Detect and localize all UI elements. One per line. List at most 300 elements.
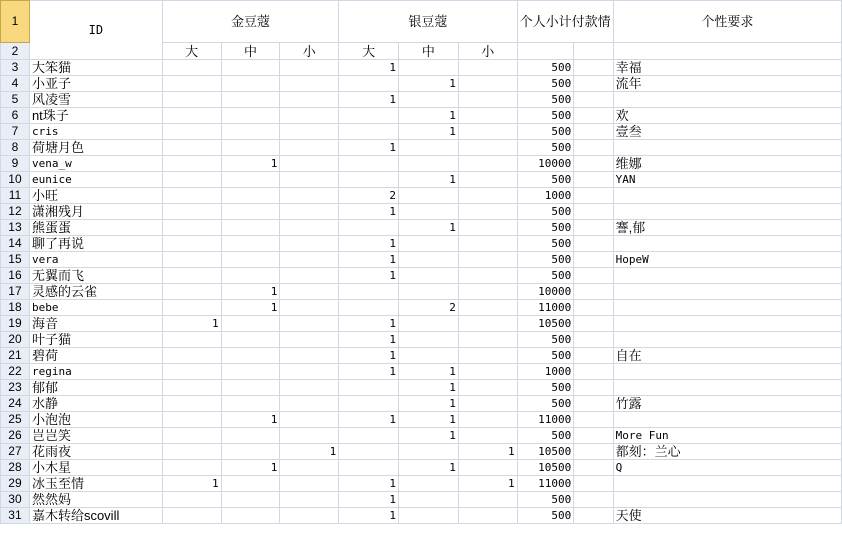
total-cell[interactable]: 500 (517, 220, 574, 236)
gold-mid-cell[interactable] (221, 140, 280, 156)
total-cell[interactable]: 500 (517, 124, 574, 140)
gold-mid-cell[interactable] (221, 252, 280, 268)
row-header[interactable]: 24 (1, 396, 30, 412)
gold-small-cell[interactable] (280, 300, 339, 316)
silver-big-cell[interactable] (339, 108, 399, 124)
total-column-header[interactable]: 个人小计付款情 (517, 1, 613, 43)
gold-small-cell[interactable] (280, 188, 339, 204)
row-header[interactable]: 17 (1, 284, 30, 300)
gold-small-cell[interactable] (280, 220, 339, 236)
empty-cell[interactable] (574, 252, 613, 268)
gold-small-cell[interactable]: 1 (280, 444, 339, 460)
gold-small-cell[interactable] (280, 396, 339, 412)
silver-small-cell[interactable] (458, 204, 517, 220)
silver-mid-cell[interactable] (399, 140, 459, 156)
silver-big-cell[interactable]: 1 (339, 476, 399, 492)
silver-mid-cell[interactable] (399, 348, 459, 364)
total-cell[interactable]: 500 (517, 236, 574, 252)
id-cell[interactable]: 海音 (29, 316, 162, 332)
silver-big-cell[interactable]: 1 (339, 332, 399, 348)
silver-small-cell[interactable] (458, 92, 517, 108)
silver-big-cell[interactable]: 1 (339, 60, 399, 76)
gold-small-cell[interactable] (280, 236, 339, 252)
silver-mid-cell[interactable] (399, 156, 459, 172)
total-subheader-cell-2[interactable] (574, 43, 613, 60)
empty-cell[interactable] (574, 172, 613, 188)
requirement-cell[interactable]: YAN (613, 172, 841, 188)
id-cell[interactable]: 嘉木转给scovill (29, 508, 162, 524)
gold-big-cell[interactable] (162, 204, 221, 220)
id-cell[interactable]: 岂岂笑 (29, 428, 162, 444)
requirement-column-header[interactable]: 个性要求 (613, 1, 841, 43)
requirement-cell[interactable]: 欢 (613, 108, 841, 124)
gold-small-cell[interactable] (280, 316, 339, 332)
silver-small-cell[interactable] (458, 348, 517, 364)
requirement-cell[interactable]: 都刻：兰心 (613, 444, 841, 460)
empty-cell[interactable] (574, 380, 613, 396)
silver-big-cell[interactable] (339, 156, 399, 172)
silver-mid-cell[interactable] (399, 492, 459, 508)
id-cell[interactable]: 然然妈 (29, 492, 162, 508)
silver-small-cell[interactable] (458, 316, 517, 332)
requirement-cell[interactable]: 维娜 (613, 156, 841, 172)
requirement-cell[interactable] (613, 204, 841, 220)
total-cell[interactable]: 500 (517, 172, 574, 188)
requirement-cell[interactable] (613, 268, 841, 284)
gold-big-cell[interactable] (162, 124, 221, 140)
total-cell[interactable]: 500 (517, 348, 574, 364)
gold-small-cell[interactable] (280, 108, 339, 124)
gold-big-cell[interactable] (162, 284, 221, 300)
id-cell[interactable]: 大笨猫 (29, 60, 162, 76)
silver-mid-cell[interactable]: 1 (399, 124, 459, 140)
id-cell[interactable]: 郁郁 (29, 380, 162, 396)
silver-big-cell[interactable]: 1 (339, 412, 399, 428)
silver-small-cell[interactable]: 1 (458, 444, 517, 460)
empty-cell[interactable] (574, 60, 613, 76)
size-header-silver-mid[interactable]: 中 (399, 43, 459, 60)
total-cell[interactable]: 10500 (517, 460, 574, 476)
gold-small-cell[interactable] (280, 268, 339, 284)
empty-cell[interactable] (574, 156, 613, 172)
silver-mid-cell[interactable] (399, 476, 459, 492)
silver-mid-cell[interactable]: 1 (399, 428, 459, 444)
empty-cell[interactable] (574, 508, 613, 524)
gold-small-cell[interactable] (280, 124, 339, 140)
row-header[interactable]: 6 (1, 108, 30, 124)
row-header[interactable]: 26 (1, 428, 30, 444)
gold-big-cell[interactable] (162, 348, 221, 364)
gold-big-cell[interactable] (162, 220, 221, 236)
row-header[interactable]: 16 (1, 268, 30, 284)
silver-mid-cell[interactable]: 1 (399, 460, 459, 476)
silver-big-cell[interactable] (339, 284, 399, 300)
silver-small-cell[interactable] (458, 396, 517, 412)
id-cell[interactable]: 小旺 (29, 188, 162, 204)
gold-mid-cell[interactable] (221, 348, 280, 364)
total-cell[interactable]: 500 (517, 60, 574, 76)
total-cell[interactable]: 500 (517, 108, 574, 124)
silver-mid-cell[interactable]: 1 (399, 108, 459, 124)
gold-mid-cell[interactable]: 1 (221, 460, 280, 476)
silver-big-cell[interactable] (339, 444, 399, 460)
total-cell[interactable]: 500 (517, 380, 574, 396)
row-header[interactable]: 7 (1, 124, 30, 140)
requirement-cell[interactable]: Q (613, 460, 841, 476)
id-cell[interactable]: 灵感的云雀 (29, 284, 162, 300)
silver-big-cell[interactable]: 1 (339, 268, 399, 284)
gold-small-cell[interactable] (280, 492, 339, 508)
silver-big-cell[interactable] (339, 300, 399, 316)
gold-big-cell[interactable] (162, 252, 221, 268)
id-cell[interactable]: 小木星 (29, 460, 162, 476)
size-header-silver-big[interactable]: 大 (339, 43, 399, 60)
requirement-cell[interactable] (613, 476, 841, 492)
gold-mid-cell[interactable]: 1 (221, 412, 280, 428)
total-cell[interactable]: 10500 (517, 444, 574, 460)
requirement-cell[interactable]: 自在 (613, 348, 841, 364)
empty-cell[interactable] (574, 444, 613, 460)
gold-big-cell[interactable] (162, 364, 221, 380)
silver-mid-cell[interactable]: 1 (399, 220, 459, 236)
silver-small-cell[interactable] (458, 380, 517, 396)
silver-small-cell[interactable] (458, 508, 517, 524)
gold-mid-cell[interactable] (221, 60, 280, 76)
empty-cell[interactable] (574, 268, 613, 284)
total-cell[interactable]: 500 (517, 92, 574, 108)
silver-mid-cell[interactable]: 1 (399, 364, 459, 380)
gold-big-cell[interactable] (162, 380, 221, 396)
gold-small-cell[interactable] (280, 252, 339, 268)
empty-cell[interactable] (574, 188, 613, 204)
total-cell[interactable]: 500 (517, 268, 574, 284)
total-cell[interactable]: 11000 (517, 300, 574, 316)
requirement-cell[interactable] (613, 188, 841, 204)
silver-small-cell[interactable] (458, 492, 517, 508)
id-column-header[interactable]: ID (29, 1, 162, 60)
requirement-cell[interactable] (613, 140, 841, 156)
silver-big-cell[interactable] (339, 172, 399, 188)
id-cell[interactable]: 碧荷 (29, 348, 162, 364)
gold-small-cell[interactable] (280, 380, 339, 396)
row-header[interactable]: 14 (1, 236, 30, 252)
row-header[interactable]: 5 (1, 92, 30, 108)
size-header-gold-small[interactable]: 小 (280, 43, 339, 60)
requirement-cell[interactable] (613, 492, 841, 508)
gold-small-cell[interactable] (280, 92, 339, 108)
gold-mid-cell[interactable] (221, 508, 280, 524)
gold-small-cell[interactable] (280, 60, 339, 76)
gold-big-cell[interactable] (162, 92, 221, 108)
row-header[interactable]: 12 (1, 204, 30, 220)
total-cell[interactable]: 10500 (517, 316, 574, 332)
id-cell[interactable]: 风凌雪 (29, 92, 162, 108)
silver-small-cell[interactable] (458, 236, 517, 252)
silver-mid-cell[interactable] (399, 60, 459, 76)
row-header-1[interactable]: 1 (1, 1, 30, 43)
row-header[interactable]: 10 (1, 172, 30, 188)
row-header[interactable]: 27 (1, 444, 30, 460)
silver-big-cell[interactable]: 1 (339, 316, 399, 332)
empty-cell[interactable] (574, 492, 613, 508)
empty-cell[interactable] (574, 124, 613, 140)
silver-big-cell[interactable] (339, 428, 399, 444)
total-cell[interactable]: 500 (517, 140, 574, 156)
id-cell[interactable]: 水静 (29, 396, 162, 412)
gold-mid-cell[interactable] (221, 380, 280, 396)
id-cell[interactable]: 熊蛋蛋 (29, 220, 162, 236)
silver-small-cell[interactable] (458, 172, 517, 188)
row-header[interactable]: 23 (1, 380, 30, 396)
silver-small-cell[interactable] (458, 460, 517, 476)
row-header[interactable]: 25 (1, 412, 30, 428)
silver-group-header[interactable]: 银豆蔻 (339, 1, 517, 43)
silver-small-cell[interactable] (458, 60, 517, 76)
gold-small-cell[interactable] (280, 76, 339, 92)
empty-cell[interactable] (574, 476, 613, 492)
gold-big-cell[interactable] (162, 172, 221, 188)
silver-small-cell[interactable] (458, 76, 517, 92)
gold-mid-cell[interactable] (221, 204, 280, 220)
silver-mid-cell[interactable]: 1 (399, 396, 459, 412)
total-cell[interactable]: 500 (517, 332, 574, 348)
silver-small-cell[interactable] (458, 284, 517, 300)
gold-big-cell[interactable] (162, 412, 221, 428)
requirement-cell[interactable] (613, 364, 841, 380)
gold-small-cell[interactable] (280, 428, 339, 444)
gold-mid-cell[interactable] (221, 124, 280, 140)
gold-big-cell[interactable] (162, 492, 221, 508)
row-header[interactable]: 9 (1, 156, 30, 172)
gold-mid-cell[interactable]: 1 (221, 156, 280, 172)
silver-big-cell[interactable]: 1 (339, 508, 399, 524)
gold-big-cell[interactable]: 1 (162, 316, 221, 332)
silver-big-cell[interactable]: 2 (339, 188, 399, 204)
total-subheader-cell[interactable] (517, 43, 574, 60)
gold-mid-cell[interactable] (221, 92, 280, 108)
gold-big-cell[interactable] (162, 268, 221, 284)
total-cell[interactable]: 500 (517, 204, 574, 220)
requirement-cell[interactable] (613, 412, 841, 428)
row-header[interactable]: 8 (1, 140, 30, 156)
total-cell[interactable]: 500 (517, 252, 574, 268)
gold-small-cell[interactable] (280, 348, 339, 364)
row-header-2[interactable]: 2 (1, 43, 30, 60)
total-cell[interactable]: 10000 (517, 156, 574, 172)
size-header-gold-big[interactable]: 大 (162, 43, 221, 60)
row-header[interactable]: 18 (1, 300, 30, 316)
silver-mid-cell[interactable] (399, 508, 459, 524)
row-header[interactable]: 21 (1, 348, 30, 364)
silver-small-cell[interactable] (458, 364, 517, 380)
row-header[interactable]: 31 (1, 508, 30, 524)
silver-big-cell[interactable]: 1 (339, 364, 399, 380)
id-cell[interactable]: 潇湘残月 (29, 204, 162, 220)
gold-big-cell[interactable] (162, 396, 221, 412)
requirement-cell[interactable] (613, 332, 841, 348)
silver-small-cell[interactable] (458, 412, 517, 428)
gold-big-cell[interactable] (162, 140, 221, 156)
silver-mid-cell[interactable]: 1 (399, 172, 459, 188)
silver-big-cell[interactable] (339, 124, 399, 140)
silver-big-cell[interactable]: 1 (339, 348, 399, 364)
empty-cell[interactable] (574, 332, 613, 348)
gold-big-cell[interactable] (162, 428, 221, 444)
gold-big-cell[interactable] (162, 300, 221, 316)
total-cell[interactable]: 500 (517, 76, 574, 92)
id-cell[interactable]: nt珠子 (29, 108, 162, 124)
silver-small-cell[interactable] (458, 188, 517, 204)
row-header[interactable]: 4 (1, 76, 30, 92)
gold-small-cell[interactable] (280, 476, 339, 492)
requirement-cell[interactable] (613, 284, 841, 300)
silver-mid-cell[interactable]: 2 (399, 300, 459, 316)
requirement-cell[interactable] (613, 316, 841, 332)
gold-small-cell[interactable] (280, 140, 339, 156)
silver-mid-cell[interactable] (399, 236, 459, 252)
gold-group-header[interactable]: 金豆蔻 (162, 1, 338, 43)
total-cell[interactable]: 500 (517, 428, 574, 444)
id-cell[interactable]: 叶子猫 (29, 332, 162, 348)
silver-small-cell[interactable] (458, 124, 517, 140)
silver-small-cell[interactable] (458, 268, 517, 284)
gold-mid-cell[interactable] (221, 396, 280, 412)
id-cell[interactable]: bebe (29, 300, 162, 316)
empty-cell[interactable] (574, 396, 613, 412)
total-cell[interactable]: 500 (517, 396, 574, 412)
requirement-cell[interactable] (613, 92, 841, 108)
gold-small-cell[interactable] (280, 412, 339, 428)
size-header-silver-small[interactable]: 小 (458, 43, 517, 60)
row-header[interactable]: 30 (1, 492, 30, 508)
gold-mid-cell[interactable] (221, 332, 280, 348)
total-cell[interactable]: 1000 (517, 364, 574, 380)
silver-mid-cell[interactable]: 1 (399, 76, 459, 92)
gold-mid-cell[interactable]: 1 (221, 300, 280, 316)
silver-small-cell[interactable] (458, 332, 517, 348)
empty-cell[interactable] (574, 204, 613, 220)
empty-cell[interactable] (574, 412, 613, 428)
empty-cell[interactable] (574, 460, 613, 476)
row-header[interactable]: 15 (1, 252, 30, 268)
gold-big-cell[interactable] (162, 188, 221, 204)
silver-mid-cell[interactable] (399, 268, 459, 284)
row-header[interactable]: 19 (1, 316, 30, 332)
requirement-cell[interactable]: 幸福 (613, 60, 841, 76)
silver-mid-cell[interactable] (399, 252, 459, 268)
gold-small-cell[interactable] (280, 508, 339, 524)
empty-cell[interactable] (574, 284, 613, 300)
row-header[interactable]: 13 (1, 220, 30, 236)
requirement-subheader-cell[interactable] (613, 43, 841, 60)
silver-mid-cell[interactable] (399, 204, 459, 220)
total-cell[interactable]: 500 (517, 508, 574, 524)
silver-big-cell[interactable] (339, 460, 399, 476)
gold-mid-cell[interactable] (221, 268, 280, 284)
gold-big-cell[interactable]: 1 (162, 476, 221, 492)
requirement-cell[interactable]: 流年 (613, 76, 841, 92)
gold-big-cell[interactable] (162, 444, 221, 460)
gold-big-cell[interactable] (162, 76, 221, 92)
silver-big-cell[interactable]: 1 (339, 140, 399, 156)
silver-small-cell[interactable]: 1 (458, 476, 517, 492)
silver-mid-cell[interactable]: 1 (399, 412, 459, 428)
gold-small-cell[interactable] (280, 172, 339, 188)
gold-mid-cell[interactable] (221, 236, 280, 252)
id-cell[interactable]: 花雨夜 (29, 444, 162, 460)
gold-mid-cell[interactable] (221, 172, 280, 188)
row-header[interactable]: 3 (1, 60, 30, 76)
silver-small-cell[interactable] (458, 140, 517, 156)
id-cell[interactable]: 冰玉至情 (29, 476, 162, 492)
requirement-cell[interactable]: More Fun (613, 428, 841, 444)
total-cell[interactable]: 11000 (517, 476, 574, 492)
silver-big-cell[interactable] (339, 380, 399, 396)
row-header[interactable]: 20 (1, 332, 30, 348)
size-header-gold-mid[interactable]: 中 (221, 43, 280, 60)
gold-mid-cell[interactable] (221, 364, 280, 380)
gold-big-cell[interactable] (162, 108, 221, 124)
silver-small-cell[interactable] (458, 108, 517, 124)
empty-cell[interactable] (574, 428, 613, 444)
id-cell[interactable]: cris (29, 124, 162, 140)
gold-small-cell[interactable] (280, 204, 339, 220)
gold-mid-cell[interactable] (221, 444, 280, 460)
id-cell[interactable]: 聊了再说 (29, 236, 162, 252)
total-cell[interactable]: 1000 (517, 188, 574, 204)
empty-cell[interactable] (574, 76, 613, 92)
gold-big-cell[interactable] (162, 60, 221, 76)
silver-big-cell[interactable] (339, 76, 399, 92)
requirement-cell[interactable]: 天使 (613, 508, 841, 524)
gold-big-cell[interactable] (162, 332, 221, 348)
id-cell[interactable]: 荷塘月色 (29, 140, 162, 156)
row-header[interactable]: 11 (1, 188, 30, 204)
empty-cell[interactable] (574, 236, 613, 252)
empty-cell[interactable] (574, 220, 613, 236)
id-cell[interactable]: 无翼而飞 (29, 268, 162, 284)
requirement-cell[interactable]: 謇,郁 (613, 220, 841, 236)
requirement-cell[interactable]: 竹露 (613, 396, 841, 412)
empty-cell[interactable] (574, 316, 613, 332)
gold-mid-cell[interactable] (221, 188, 280, 204)
id-cell[interactable]: 小泡泡 (29, 412, 162, 428)
silver-big-cell[interactable] (339, 396, 399, 412)
gold-small-cell[interactable] (280, 364, 339, 380)
gold-mid-cell[interactable] (221, 76, 280, 92)
silver-small-cell[interactable] (458, 300, 517, 316)
requirement-cell[interactable]: 壹叁 (613, 124, 841, 140)
silver-mid-cell[interactable] (399, 284, 459, 300)
empty-cell[interactable] (574, 140, 613, 156)
silver-mid-cell[interactable] (399, 316, 459, 332)
silver-big-cell[interactable]: 1 (339, 92, 399, 108)
gold-big-cell[interactable] (162, 460, 221, 476)
gold-big-cell[interactable] (162, 236, 221, 252)
id-cell[interactable]: eunice (29, 172, 162, 188)
gold-small-cell[interactable] (280, 284, 339, 300)
gold-mid-cell[interactable] (221, 492, 280, 508)
gold-small-cell[interactable] (280, 460, 339, 476)
row-header[interactable]: 28 (1, 460, 30, 476)
total-cell[interactable]: 500 (517, 492, 574, 508)
silver-small-cell[interactable] (458, 156, 517, 172)
silver-mid-cell[interactable] (399, 332, 459, 348)
requirement-cell[interactable] (613, 300, 841, 316)
empty-cell[interactable] (574, 348, 613, 364)
gold-mid-cell[interactable] (221, 220, 280, 236)
total-cell[interactable]: 11000 (517, 412, 574, 428)
